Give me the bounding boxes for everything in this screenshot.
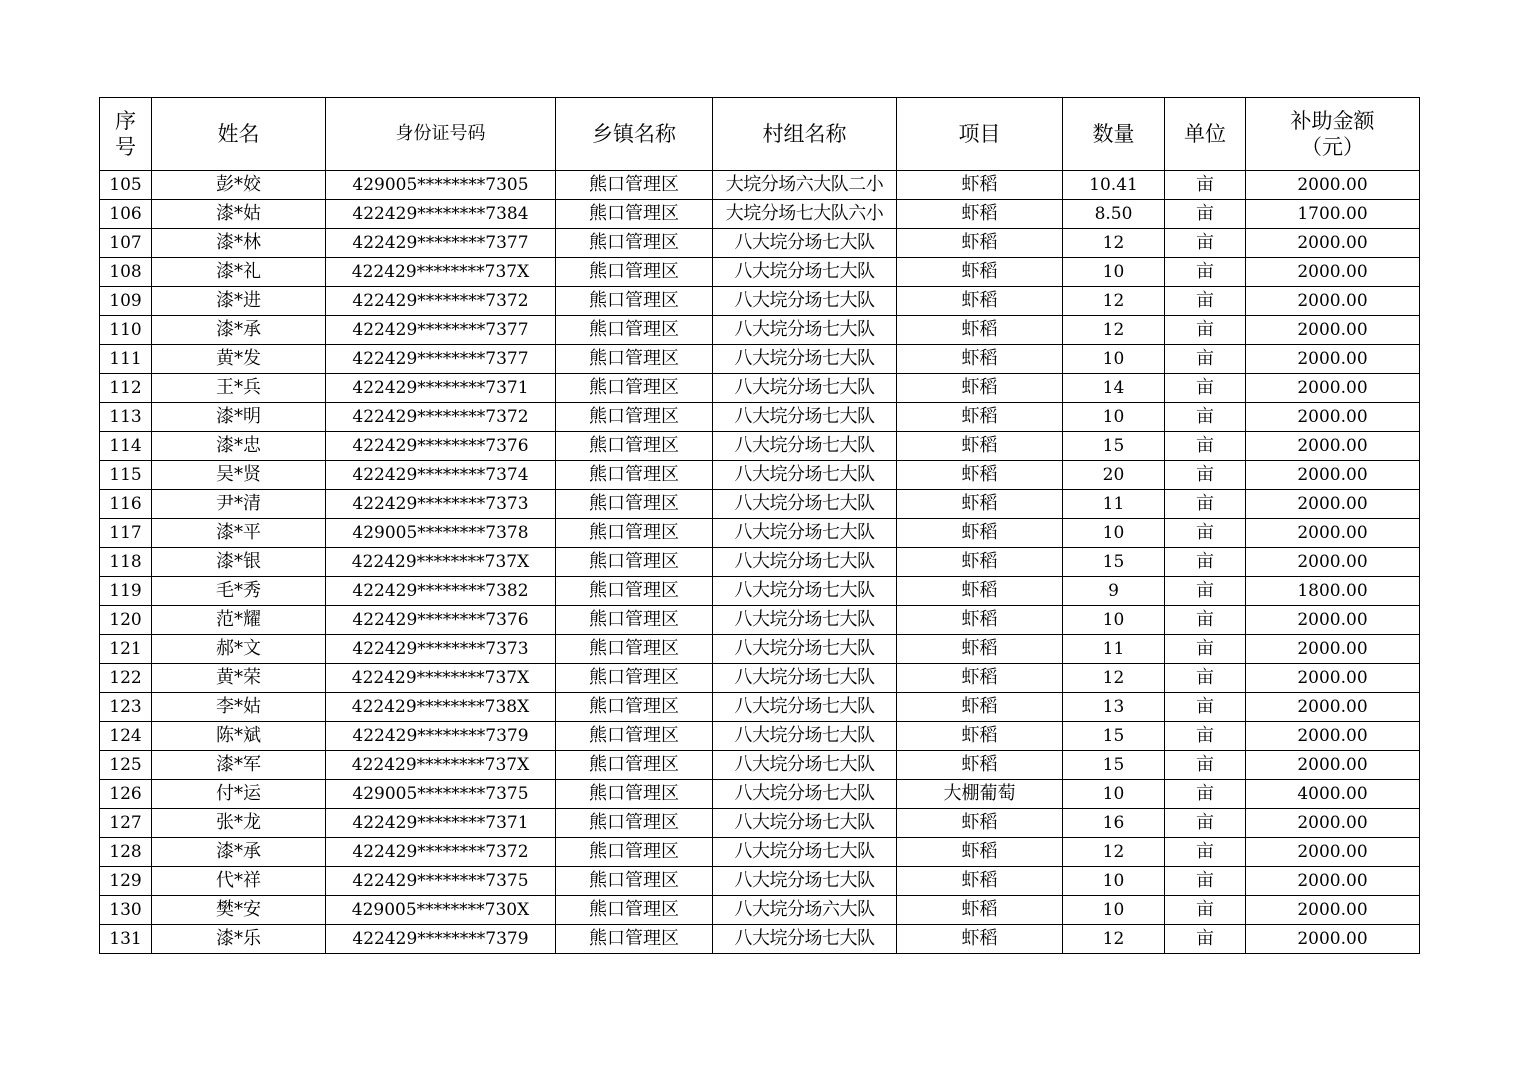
cell-amount: 2000.00 [1246, 896, 1420, 925]
cell-quantity: 10 [1063, 606, 1165, 635]
cell-project: 虾稻 [897, 606, 1063, 635]
cell-town: 熊口管理区 [556, 432, 713, 461]
cell-seq: 118 [100, 548, 152, 577]
cell-village: 八大垸分场七大队 [713, 780, 897, 809]
cell-name: 陈*斌 [152, 722, 326, 751]
cell-seq: 124 [100, 722, 152, 751]
cell-amount: 2000.00 [1246, 171, 1420, 200]
cell-village: 八大垸分场七大队 [713, 635, 897, 664]
cell-project: 虾稻 [897, 809, 1063, 838]
cell-name: 漆*平 [152, 519, 326, 548]
cell-town: 熊口管理区 [556, 316, 713, 345]
cell-amount: 1800.00 [1246, 577, 1420, 606]
cell-town: 熊口管理区 [556, 200, 713, 229]
cell-quantity: 10 [1063, 896, 1165, 925]
cell-project: 虾稻 [897, 287, 1063, 316]
header-village: 村组名称 [713, 98, 897, 171]
header-id-number: 身份证号码 [326, 98, 556, 171]
cell-amount: 2000.00 [1246, 403, 1420, 432]
cell-town: 熊口管理区 [556, 287, 713, 316]
cell-seq: 123 [100, 693, 152, 722]
cell-quantity: 10 [1063, 519, 1165, 548]
cell-amount: 2000.00 [1246, 722, 1420, 751]
table-row [100, 838, 1420, 867]
cell-amount: 2000.00 [1246, 490, 1420, 519]
cell-name: 樊*安 [152, 896, 326, 925]
cell-unit: 亩 [1165, 316, 1246, 345]
cell-seq: 131 [100, 925, 152, 954]
cell-quantity: 10 [1063, 403, 1165, 432]
cell-village: 八大垸分场七大队 [713, 432, 897, 461]
cell-seq: 130 [100, 896, 152, 925]
header-amount-line1: 补助金额 [1290, 109, 1375, 133]
cell-quantity: 15 [1063, 751, 1165, 780]
cell-village: 大垸分场七大队六小 [713, 200, 897, 229]
cell-amount: 2000.00 [1246, 432, 1420, 461]
cell-seq: 125 [100, 751, 152, 780]
cell-village: 八大垸分场七大队 [713, 316, 897, 345]
cell-amount: 2000.00 [1246, 809, 1420, 838]
cell-town: 熊口管理区 [556, 345, 713, 374]
cell-name: 张*龙 [152, 809, 326, 838]
cell-seq: 113 [100, 403, 152, 432]
table-row [100, 200, 1420, 229]
cell-village: 八大垸分场七大队 [713, 490, 897, 519]
cell-id-number: 422429********7372 [326, 403, 556, 432]
cell-quantity: 14 [1063, 374, 1165, 403]
cell-seq: 122 [100, 664, 152, 693]
cell-id-number: 422429********7374 [326, 461, 556, 490]
cell-unit: 亩 [1165, 432, 1246, 461]
subsidy-table [99, 97, 1420, 954]
cell-name: 王*兵 [152, 374, 326, 403]
cell-unit: 亩 [1165, 838, 1246, 867]
cell-id-number: 422429********7372 [326, 287, 556, 316]
cell-amount: 2000.00 [1246, 374, 1420, 403]
cell-project: 虾稻 [897, 925, 1063, 954]
cell-name: 吴*贤 [152, 461, 326, 490]
header-seq [100, 98, 152, 171]
cell-amount: 2000.00 [1246, 867, 1420, 896]
cell-id-number: 422429********7379 [326, 722, 556, 751]
cell-amount: 2000.00 [1246, 635, 1420, 664]
cell-amount: 2000.00 [1246, 287, 1420, 316]
cell-seq: 107 [100, 229, 152, 258]
cell-seq: 127 [100, 809, 152, 838]
cell-unit: 亩 [1165, 374, 1246, 403]
cell-seq: 106 [100, 200, 152, 229]
cell-id-number: 422429********7376 [326, 606, 556, 635]
cell-unit: 亩 [1165, 345, 1246, 374]
cell-town: 熊口管理区 [556, 751, 713, 780]
cell-unit: 亩 [1165, 606, 1246, 635]
cell-seq: 114 [100, 432, 152, 461]
cell-id-number: 429005********730X [326, 896, 556, 925]
cell-unit: 亩 [1165, 896, 1246, 925]
cell-quantity: 12 [1063, 229, 1165, 258]
cell-project: 虾稻 [897, 722, 1063, 751]
cell-town: 熊口管理区 [556, 635, 713, 664]
cell-unit: 亩 [1165, 722, 1246, 751]
cell-name: 李*姑 [152, 693, 326, 722]
cell-name: 漆*银 [152, 548, 326, 577]
cell-unit: 亩 [1165, 258, 1246, 287]
cell-name: 漆*承 [152, 838, 326, 867]
cell-village: 八大垸分场七大队 [713, 809, 897, 838]
cell-village: 八大垸分场七大队 [713, 519, 897, 548]
cell-amount: 4000.00 [1246, 780, 1420, 809]
cell-town: 熊口管理区 [556, 867, 713, 896]
cell-town: 熊口管理区 [556, 374, 713, 403]
table-row [100, 403, 1420, 432]
table-row [100, 287, 1420, 316]
cell-town: 熊口管理区 [556, 896, 713, 925]
cell-village: 八大垸分场七大队 [713, 867, 897, 896]
cell-project: 虾稻 [897, 374, 1063, 403]
cell-name: 彭*姣 [152, 171, 326, 200]
cell-project: 虾稻 [897, 171, 1063, 200]
cell-project: 虾稻 [897, 229, 1063, 258]
header-seq-line2: 号 [115, 135, 136, 159]
cell-id-number: 422429********7376 [326, 432, 556, 461]
cell-seq: 117 [100, 519, 152, 548]
cell-id-number: 422429********7384 [326, 200, 556, 229]
table-row [100, 693, 1420, 722]
cell-amount: 2000.00 [1246, 229, 1420, 258]
cell-quantity: 12 [1063, 287, 1165, 316]
table-row [100, 635, 1420, 664]
cell-name: 黄*发 [152, 345, 326, 374]
cell-quantity: 8.50 [1063, 200, 1165, 229]
cell-id-number: 422429********7373 [326, 490, 556, 519]
cell-seq: 121 [100, 635, 152, 664]
cell-quantity: 9 [1063, 577, 1165, 606]
cell-name: 代*祥 [152, 867, 326, 896]
cell-village: 八大垸分场七大队 [713, 838, 897, 867]
table-row [100, 664, 1420, 693]
cell-village: 八大垸分场七大队 [713, 374, 897, 403]
table-row [100, 461, 1420, 490]
cell-village: 八大垸分场七大队 [713, 258, 897, 287]
header-unit: 单位 [1165, 98, 1246, 171]
cell-quantity: 12 [1063, 316, 1165, 345]
cell-unit: 亩 [1165, 577, 1246, 606]
cell-unit: 亩 [1165, 229, 1246, 258]
cell-village: 八大垸分场七大队 [713, 751, 897, 780]
cell-quantity: 12 [1063, 664, 1165, 693]
table-row [100, 519, 1420, 548]
cell-name: 黄*荣 [152, 664, 326, 693]
cell-village: 八大垸分场七大队 [713, 664, 897, 693]
cell-village: 八大垸分场七大队 [713, 345, 897, 374]
cell-seq: 126 [100, 780, 152, 809]
cell-quantity: 15 [1063, 432, 1165, 461]
cell-seq: 108 [100, 258, 152, 287]
cell-name: 付*运 [152, 780, 326, 809]
cell-unit: 亩 [1165, 287, 1246, 316]
cell-name: 毛*秀 [152, 577, 326, 606]
cell-amount: 2000.00 [1246, 606, 1420, 635]
cell-unit: 亩 [1165, 751, 1246, 780]
cell-town: 熊口管理区 [556, 258, 713, 287]
cell-quantity: 11 [1063, 490, 1165, 519]
cell-unit: 亩 [1165, 925, 1246, 954]
cell-project: 虾稻 [897, 577, 1063, 606]
cell-amount: 2000.00 [1246, 461, 1420, 490]
cell-project: 虾稻 [897, 316, 1063, 345]
cell-id-number: 422429********7377 [326, 316, 556, 345]
cell-id-number: 422429********7371 [326, 374, 556, 403]
cell-name: 漆*乐 [152, 925, 326, 954]
cell-unit: 亩 [1165, 548, 1246, 577]
header-name: 姓名 [152, 98, 326, 171]
header-town: 乡镇名称 [556, 98, 713, 171]
cell-amount: 2000.00 [1246, 693, 1420, 722]
cell-town: 熊口管理区 [556, 171, 713, 200]
cell-town: 熊口管理区 [556, 780, 713, 809]
cell-town: 熊口管理区 [556, 664, 713, 693]
cell-id-number: 429005********7305 [326, 171, 556, 200]
cell-unit: 亩 [1165, 403, 1246, 432]
cell-amount: 2000.00 [1246, 345, 1420, 374]
cell-quantity: 10 [1063, 780, 1165, 809]
cell-seq: 116 [100, 490, 152, 519]
cell-unit: 亩 [1165, 461, 1246, 490]
cell-village: 八大垸分场七大队 [713, 403, 897, 432]
cell-id-number: 422429********7373 [326, 635, 556, 664]
cell-name: 漆*礼 [152, 258, 326, 287]
header-amount-line2: （元） [1301, 135, 1364, 159]
table-row [100, 316, 1420, 345]
table-row [100, 867, 1420, 896]
cell-project: 虾稻 [897, 896, 1063, 925]
cell-id-number: 429005********7375 [326, 780, 556, 809]
table-header [100, 98, 1420, 171]
cell-id-number: 422429********737X [326, 664, 556, 693]
cell-quantity: 15 [1063, 722, 1165, 751]
cell-project: 虾稻 [897, 664, 1063, 693]
cell-village: 八大垸分场七大队 [713, 606, 897, 635]
cell-village: 八大垸分场七大队 [713, 229, 897, 258]
cell-seq: 119 [100, 577, 152, 606]
cell-town: 熊口管理区 [556, 461, 713, 490]
cell-project: 虾稻 [897, 258, 1063, 287]
cell-project: 虾稻 [897, 432, 1063, 461]
cell-village: 大垸分场六大队二小 [713, 171, 897, 200]
cell-town: 熊口管理区 [556, 577, 713, 606]
cell-seq: 109 [100, 287, 152, 316]
cell-id-number: 429005********7378 [326, 519, 556, 548]
cell-seq: 105 [100, 171, 152, 200]
cell-quantity: 12 [1063, 838, 1165, 867]
table-row [100, 809, 1420, 838]
cell-village: 八大垸分场六大队 [713, 896, 897, 925]
cell-town: 熊口管理区 [556, 838, 713, 867]
table-row [100, 780, 1420, 809]
cell-id-number: 422429********7379 [326, 925, 556, 954]
cell-unit: 亩 [1165, 867, 1246, 896]
cell-quantity: 10 [1063, 258, 1165, 287]
cell-seq: 128 [100, 838, 152, 867]
cell-seq: 111 [100, 345, 152, 374]
cell-unit: 亩 [1165, 171, 1246, 200]
cell-unit: 亩 [1165, 490, 1246, 519]
header-project: 项目 [897, 98, 1063, 171]
cell-seq: 120 [100, 606, 152, 635]
table-row [100, 258, 1420, 287]
cell-name: 漆*承 [152, 316, 326, 345]
cell-project: 虾稻 [897, 635, 1063, 664]
cell-town: 熊口管理区 [556, 693, 713, 722]
cell-town: 熊口管理区 [556, 722, 713, 751]
cell-id-number: 422429********7371 [326, 809, 556, 838]
cell-name: 漆*进 [152, 287, 326, 316]
table-row [100, 490, 1420, 519]
cell-town: 熊口管理区 [556, 229, 713, 258]
cell-quantity: 12 [1063, 925, 1165, 954]
cell-project: 虾稻 [897, 519, 1063, 548]
cell-name: 漆*姑 [152, 200, 326, 229]
table-row [100, 229, 1420, 258]
cell-name: 范*耀 [152, 606, 326, 635]
cell-amount: 2000.00 [1246, 519, 1420, 548]
table-row [100, 925, 1420, 954]
cell-amount: 2000.00 [1246, 838, 1420, 867]
table-row [100, 577, 1420, 606]
table-row [100, 345, 1420, 374]
cell-id-number: 422429********7382 [326, 577, 556, 606]
cell-quantity: 10 [1063, 867, 1165, 896]
cell-town: 熊口管理区 [556, 519, 713, 548]
cell-id-number: 422429********7377 [326, 229, 556, 258]
cell-id-number: 422429********7375 [326, 867, 556, 896]
cell-village: 八大垸分场七大队 [713, 548, 897, 577]
table-row [100, 896, 1420, 925]
cell-id-number: 422429********7377 [326, 345, 556, 374]
cell-project: 虾稻 [897, 838, 1063, 867]
cell-quantity: 10 [1063, 345, 1165, 374]
cell-amount: 2000.00 [1246, 316, 1420, 345]
cell-quantity: 16 [1063, 809, 1165, 838]
cell-project: 虾稻 [897, 200, 1063, 229]
cell-project: 虾稻 [897, 548, 1063, 577]
table-row [100, 606, 1420, 635]
table-body [100, 171, 1420, 954]
cell-unit: 亩 [1165, 519, 1246, 548]
cell-name: 漆*明 [152, 403, 326, 432]
cell-name: 尹*清 [152, 490, 326, 519]
cell-unit: 亩 [1165, 780, 1246, 809]
cell-project: 虾稻 [897, 403, 1063, 432]
cell-id-number: 422429********737X [326, 548, 556, 577]
header-seq-line1: 序 [115, 109, 136, 133]
cell-unit: 亩 [1165, 664, 1246, 693]
table-row [100, 751, 1420, 780]
cell-seq: 129 [100, 867, 152, 896]
cell-village: 八大垸分场七大队 [713, 925, 897, 954]
cell-town: 熊口管理区 [556, 403, 713, 432]
cell-town: 熊口管理区 [556, 606, 713, 635]
cell-amount: 2000.00 [1246, 258, 1420, 287]
cell-unit: 亩 [1165, 809, 1246, 838]
cell-project: 虾稻 [897, 693, 1063, 722]
cell-project: 虾稻 [897, 751, 1063, 780]
cell-quantity: 10.41 [1063, 171, 1165, 200]
cell-town: 熊口管理区 [556, 548, 713, 577]
cell-quantity: 15 [1063, 548, 1165, 577]
cell-quantity: 13 [1063, 693, 1165, 722]
cell-name: 漆*林 [152, 229, 326, 258]
cell-quantity: 20 [1063, 461, 1165, 490]
cell-seq: 110 [100, 316, 152, 345]
cell-amount: 1700.00 [1246, 200, 1420, 229]
cell-id-number: 422429********737X [326, 751, 556, 780]
cell-town: 熊口管理区 [556, 925, 713, 954]
table-row [100, 548, 1420, 577]
cell-amount: 2000.00 [1246, 548, 1420, 577]
cell-unit: 亩 [1165, 635, 1246, 664]
cell-project: 大棚葡萄 [897, 780, 1063, 809]
cell-project: 虾稻 [897, 490, 1063, 519]
header-amount [1246, 98, 1420, 171]
cell-amount: 2000.00 [1246, 751, 1420, 780]
cell-seq: 115 [100, 461, 152, 490]
cell-name: 郝*文 [152, 635, 326, 664]
cell-unit: 亩 [1165, 200, 1246, 229]
cell-project: 虾稻 [897, 867, 1063, 896]
cell-village: 八大垸分场七大队 [713, 577, 897, 606]
header-quantity: 数量 [1063, 98, 1165, 171]
cell-name: 漆*军 [152, 751, 326, 780]
cell-town: 熊口管理区 [556, 490, 713, 519]
table-row [100, 171, 1420, 200]
cell-amount: 2000.00 [1246, 925, 1420, 954]
cell-quantity: 11 [1063, 635, 1165, 664]
cell-village: 八大垸分场七大队 [713, 722, 897, 751]
cell-village: 八大垸分场七大队 [713, 693, 897, 722]
cell-id-number: 422429********737X [326, 258, 556, 287]
cell-name: 漆*忠 [152, 432, 326, 461]
cell-id-number: 422429********738X [326, 693, 556, 722]
cell-id-number: 422429********7372 [326, 838, 556, 867]
cell-unit: 亩 [1165, 693, 1246, 722]
table-row [100, 374, 1420, 403]
cell-village: 八大垸分场七大队 [713, 461, 897, 490]
table-row [100, 722, 1420, 751]
cell-project: 虾稻 [897, 461, 1063, 490]
cell-amount: 2000.00 [1246, 664, 1420, 693]
cell-village: 八大垸分场七大队 [713, 287, 897, 316]
cell-town: 熊口管理区 [556, 809, 713, 838]
cell-project: 虾稻 [897, 345, 1063, 374]
cell-seq: 112 [100, 374, 152, 403]
header-row [100, 98, 1420, 171]
table-row [100, 432, 1420, 461]
